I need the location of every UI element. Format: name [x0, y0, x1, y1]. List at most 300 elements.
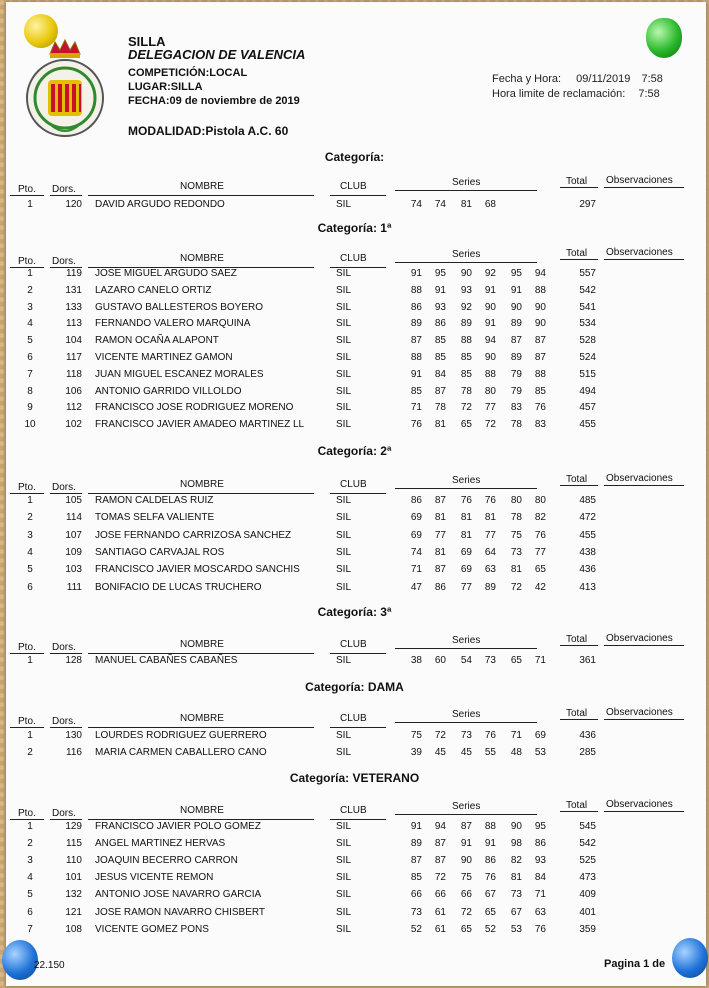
- row-dors: 111: [66, 581, 82, 593]
- row-name: RAMON OCAÑA ALAPONT: [95, 335, 219, 347]
- row-series-score: 81: [434, 512, 446, 524]
- row-dors: 131: [65, 284, 82, 296]
- header-underline: [88, 493, 314, 494]
- row-series-score: 87: [410, 335, 422, 347]
- column-header-pto: Pto.: [18, 256, 36, 267]
- row-total: 285: [579, 747, 596, 758]
- row-pto: 8: [27, 385, 33, 397]
- row-name: JOSE RAMON NAVARRO CHISBERT: [95, 906, 266, 918]
- row-pto: 3: [27, 301, 33, 313]
- header-underline: [560, 811, 598, 812]
- table-row: [0, 530, 709, 546]
- category-title: Categoría: 2ª: [317, 444, 392, 458]
- table-row: [0, 335, 709, 351]
- row-pto: 6: [27, 352, 33, 363]
- row-series-score: 52: [484, 923, 496, 935]
- header-underline: [10, 493, 44, 494]
- header-underline: [395, 190, 537, 191]
- row-total: 473: [579, 872, 596, 884]
- row-series-score: 42: [534, 581, 546, 593]
- row-series-score: 88: [410, 284, 422, 296]
- table-row: [0, 889, 709, 905]
- row-total: 436: [579, 730, 596, 741]
- row-dors: 107: [65, 529, 82, 541]
- row-series-score: 76: [534, 402, 546, 414]
- row-series-score: 73: [460, 730, 472, 741]
- header-underline: [604, 187, 684, 188]
- datetime-time: 7:58: [641, 73, 663, 85]
- column-header-observaciones: Observaciones: [606, 707, 673, 718]
- table-row: [0, 318, 709, 334]
- row-series-score: 78: [510, 419, 522, 431]
- row-pto: 5: [27, 335, 33, 347]
- row-series-score: 81: [510, 564, 522, 576]
- row-series-score: 86: [410, 495, 422, 506]
- table-row: [0, 924, 709, 940]
- row-series-score: 72: [460, 402, 472, 414]
- datetime-label: Fecha y Hora:: [492, 73, 562, 85]
- row-series-score: 87: [434, 855, 446, 867]
- row-club: SIL: [336, 821, 352, 832]
- row-series-score: 63: [534, 906, 546, 918]
- row-club: SIL: [336, 368, 352, 380]
- header-underline: [50, 653, 82, 654]
- row-name: ANTONIO GARRIDO VILLOLDO: [95, 385, 242, 397]
- page-indicator: Pagina 1 de: [604, 958, 666, 970]
- table-row: [0, 747, 709, 763]
- row-series-score: 90: [510, 301, 522, 313]
- row-name: JOSE MIGUEL ARGUDO SAEZ: [95, 268, 237, 279]
- row-club: SIL: [336, 906, 352, 918]
- row-series-score: 89: [510, 352, 522, 363]
- row-total: 528: [579, 335, 596, 347]
- row-series-score: 86: [534, 838, 546, 850]
- table-row: [0, 838, 709, 854]
- column-header-name: NOMBRE: [180, 479, 224, 490]
- row-club: SIL: [336, 318, 352, 330]
- row-total: 457: [579, 402, 596, 414]
- row-series-score: 77: [534, 546, 546, 558]
- row-series-score: 87: [534, 335, 546, 347]
- row-series-score: 95: [434, 268, 446, 279]
- row-series-score: 78: [434, 402, 446, 414]
- row-series-score: 85: [410, 385, 422, 397]
- row-series-score: 79: [510, 368, 522, 380]
- row-name: FRANCISCO JOSE RODRIGUEZ MORENO: [95, 402, 294, 414]
- table-row: [0, 855, 709, 871]
- row-series-score: 89: [460, 318, 472, 330]
- category-title: Categoría: DAMA: [305, 680, 404, 694]
- row-dors: 101: [65, 872, 82, 884]
- header-underline: [50, 819, 82, 820]
- yellow-pushpin-icon: [24, 14, 58, 48]
- column-header-pto: Pto.: [18, 642, 36, 653]
- header-underline: [560, 187, 598, 188]
- row-total: 557: [579, 268, 596, 279]
- datetime-line: [492, 73, 663, 85]
- row-series-score: 76: [534, 923, 546, 935]
- row-series-score: 60: [434, 655, 446, 666]
- row-series-score: 76: [410, 419, 422, 431]
- row-series-score: 65: [534, 564, 546, 576]
- header-underline: [604, 259, 684, 260]
- row-club: SIL: [336, 564, 352, 576]
- column-header-dors: Dors.: [52, 808, 76, 819]
- blue-pushpin-icon: [2, 940, 38, 980]
- row-dors: 118: [66, 368, 82, 380]
- header-underline: [604, 719, 684, 720]
- row-series-score: 69: [534, 730, 546, 741]
- row-series-score: 72: [434, 872, 446, 884]
- federation-crest-logo: [22, 36, 108, 146]
- row-series-score: 93: [434, 301, 446, 313]
- header-underline: [50, 493, 82, 494]
- row-series-score: 81: [434, 419, 446, 431]
- column-header-pto: Pto.: [18, 716, 36, 727]
- row-series-score: 65: [510, 655, 522, 666]
- row-series-score: 82: [534, 512, 546, 524]
- row-series-score: 91: [410, 368, 422, 380]
- row-series-score: 71: [534, 889, 546, 901]
- table-row: [0, 821, 709, 837]
- row-series-score: 72: [434, 730, 446, 741]
- row-series-score: 82: [510, 855, 522, 867]
- row-series-score: 81: [434, 546, 446, 558]
- column-header-series: Series: [452, 475, 481, 486]
- row-series-score: 81: [460, 512, 472, 524]
- row-pto: 3: [27, 855, 33, 867]
- header-underline: [88, 653, 314, 654]
- row-name: RAMON CALDELAS RUIZ: [95, 495, 214, 506]
- header-underline: [330, 493, 386, 494]
- row-series-score: 75: [510, 529, 522, 541]
- row-series-score: 92: [484, 268, 496, 279]
- row-series-score: 87: [510, 335, 522, 347]
- row-club: SIL: [336, 352, 352, 363]
- row-series-score: 61: [434, 906, 446, 918]
- row-name: FRANCISCO JAVIER POLO GOMEZ: [95, 821, 261, 832]
- row-series-score: 84: [434, 368, 446, 380]
- green-pushpin-icon: [646, 18, 682, 58]
- row-club: SIL: [336, 495, 352, 506]
- row-name: LAZARO CANELO ORTIZ: [95, 284, 212, 296]
- row-series-score: 72: [460, 906, 472, 918]
- row-series-score: 74: [410, 199, 422, 210]
- row-series-score: 80: [510, 495, 522, 506]
- column-header-name: NOMBRE: [180, 639, 224, 650]
- row-series-score: 91: [510, 284, 522, 296]
- header-underline: [10, 819, 44, 820]
- table-row: [0, 268, 709, 284]
- row-series-score: 83: [534, 419, 546, 431]
- row-series-score: 95: [510, 268, 522, 279]
- row-name: LOURDES RODRIGUEZ GUERRERO: [95, 730, 267, 741]
- column-header-dors: Dors.: [52, 642, 76, 653]
- row-dors: 113: [66, 318, 82, 330]
- column-header-dors: Dors.: [52, 184, 76, 195]
- category-title: Categoría: 1ª: [317, 221, 392, 235]
- row-series-score: 45: [460, 747, 472, 758]
- row-club: SIL: [336, 301, 352, 313]
- row-series-score: 68: [484, 199, 496, 210]
- row-total: 413: [579, 581, 596, 593]
- row-club: SIL: [336, 385, 352, 397]
- table-row: [0, 199, 709, 215]
- row-series-score: 73: [510, 546, 522, 558]
- header-underline: [10, 195, 44, 196]
- row-pto: 2: [27, 747, 33, 758]
- row-series-score: 80: [534, 495, 546, 506]
- row-series-score: 91: [484, 838, 496, 850]
- row-series-score: 63: [484, 564, 496, 576]
- column-header-club: CLUB: [340, 805, 367, 816]
- row-pto: 1: [27, 821, 33, 832]
- row-series-score: 78: [510, 512, 522, 524]
- column-header-series: Series: [452, 177, 481, 188]
- row-series-score: 71: [410, 564, 422, 576]
- header-underline: [395, 814, 537, 815]
- row-club: SIL: [336, 730, 352, 741]
- row-series-score: 91: [410, 268, 422, 279]
- row-series-score: 66: [460, 889, 472, 901]
- row-series-score: 85: [410, 872, 422, 884]
- row-series-score: 91: [484, 318, 496, 330]
- header-underline: [395, 722, 537, 723]
- row-series-score: 90: [484, 352, 496, 363]
- header-underline: [50, 195, 82, 196]
- row-series-score: 69: [410, 529, 422, 541]
- row-name: SANTIAGO CARVAJAL ROS: [95, 546, 225, 558]
- column-header-series: Series: [452, 709, 481, 720]
- row-club: SIL: [336, 268, 352, 279]
- row-series-score: 53: [510, 923, 522, 935]
- row-club: SIL: [336, 838, 352, 850]
- row-total: 455: [579, 529, 596, 541]
- row-series-score: 52: [410, 923, 422, 935]
- modality-label: MODALIDAD:Pistola A.C. 60: [128, 124, 289, 138]
- column-header-name: NOMBRE: [180, 805, 224, 816]
- row-series-score: 91: [484, 284, 496, 296]
- table-row: [0, 419, 709, 435]
- row-series-score: 89: [484, 581, 496, 593]
- row-series-score: 85: [534, 385, 546, 397]
- row-total: 438: [579, 546, 596, 558]
- row-series-score: 64: [484, 546, 496, 558]
- row-series-score: 89: [410, 838, 422, 850]
- row-series-score: 90: [460, 268, 472, 279]
- header-underline: [10, 727, 44, 728]
- column-header-total: Total: [566, 248, 588, 259]
- column-header-club: CLUB: [340, 713, 367, 724]
- club-title: SILLA: [128, 34, 166, 49]
- row-name: VICENTE GOMEZ PONS: [95, 923, 209, 935]
- row-series-score: 87: [410, 855, 422, 867]
- row-total: 436: [579, 564, 596, 576]
- row-club: SIL: [336, 581, 352, 593]
- row-pto: 1: [27, 495, 33, 506]
- row-series-score: 94: [434, 821, 446, 832]
- category-title: Categoría:: [324, 150, 385, 164]
- row-series-score: 87: [460, 821, 472, 832]
- row-series-score: 86: [484, 855, 496, 867]
- table-row: [0, 495, 709, 511]
- row-series-score: 71: [510, 730, 522, 741]
- row-pto: 10: [24, 419, 36, 431]
- row-series-score: 94: [484, 335, 496, 347]
- table-row: [0, 582, 709, 598]
- row-series-score: 85: [434, 335, 446, 347]
- row-series-score: 66: [410, 889, 422, 901]
- column-header-observaciones: Observaciones: [606, 633, 673, 644]
- row-pto: 4: [27, 872, 33, 884]
- row-pto: 1: [27, 655, 33, 666]
- row-dors: 109: [65, 546, 82, 558]
- row-series-score: 45: [434, 747, 446, 758]
- row-name: VICENTE MARTINEZ GAMON: [95, 352, 233, 363]
- row-series-score: 38: [410, 655, 422, 666]
- row-name: ANGEL MARTINEZ HERVAS: [95, 838, 226, 850]
- row-series-score: 98: [510, 838, 522, 850]
- row-series-score: 69: [410, 512, 422, 524]
- row-total: 485: [579, 495, 596, 506]
- row-series-score: 74: [434, 199, 446, 210]
- row-series-score: 73: [510, 889, 522, 901]
- table-row: [0, 872, 709, 888]
- row-series-score: 74: [410, 546, 422, 558]
- row-series-score: 67: [484, 889, 496, 901]
- row-total: 534: [579, 318, 596, 330]
- row-club: SIL: [336, 855, 352, 867]
- row-series-score: 72: [484, 419, 496, 431]
- column-header-pto: Pto.: [18, 184, 36, 195]
- row-series-score: 39: [410, 747, 422, 758]
- column-header-club: CLUB: [340, 639, 367, 650]
- row-series-score: 90: [534, 301, 546, 313]
- header-underline: [560, 719, 598, 720]
- row-series-score: 87: [534, 352, 546, 363]
- row-club: SIL: [336, 419, 352, 431]
- row-series-score: 61: [434, 923, 446, 935]
- row-series-score: 90: [510, 821, 522, 832]
- row-club: SIL: [336, 546, 352, 558]
- row-series-score: 91: [410, 821, 422, 832]
- row-series-score: 72: [510, 581, 522, 593]
- row-dors: 129: [65, 821, 82, 832]
- row-name: GUSTAVO BALLESTEROS BOYERO: [95, 301, 264, 313]
- column-header-observaciones: Observaciones: [606, 247, 673, 258]
- row-series-score: 81: [484, 512, 496, 524]
- row-series-score: 87: [434, 385, 446, 397]
- row-pto: 5: [27, 564, 33, 576]
- row-name: JUAN MIGUEL ESCANEZ MORALES: [95, 368, 264, 380]
- row-series-score: 81: [460, 529, 472, 541]
- row-name: JESUS VICENTE REMON: [95, 872, 214, 884]
- row-pto: 7: [27, 368, 33, 380]
- row-name: TOMAS SELFA VALIENTE: [95, 512, 215, 524]
- row-series-score: 88: [534, 368, 546, 380]
- table-row: [0, 352, 709, 368]
- row-pto: 6: [27, 581, 33, 593]
- column-header-pto: Pto.: [18, 482, 36, 493]
- column-header-total: Total: [566, 176, 588, 187]
- row-series-score: 89: [410, 318, 422, 330]
- row-pto: 3: [27, 529, 33, 541]
- row-series-score: 86: [434, 318, 446, 330]
- row-series-score: 89: [510, 318, 522, 330]
- header-underline: [330, 653, 386, 654]
- header-underline: [330, 195, 386, 196]
- row-series-score: 71: [410, 402, 422, 414]
- footer-code: 22.150: [34, 960, 65, 971]
- row-series-score: 95: [534, 821, 546, 832]
- row-total: 361: [579, 655, 596, 666]
- column-header-series: Series: [452, 801, 481, 812]
- row-dors: 128: [65, 655, 82, 666]
- row-dors: 108: [65, 923, 82, 935]
- row-pto: 1: [27, 268, 33, 279]
- row-name: BONIFACIO DE LUCAS TRUCHERO: [95, 581, 262, 593]
- row-series-score: 90: [460, 855, 472, 867]
- row-series-score: 88: [484, 368, 496, 380]
- row-series-score: 93: [460, 284, 472, 296]
- column-header-dors: Dors.: [52, 716, 76, 727]
- row-name: MANUEL CABAÑES CABAÑES: [95, 655, 238, 666]
- row-dors: 117: [66, 352, 82, 363]
- column-header-dors: Dors.: [52, 482, 76, 493]
- row-series-score: 65: [484, 906, 496, 918]
- row-total: 545: [579, 821, 596, 832]
- row-dors: 114: [66, 512, 82, 524]
- row-pto: 6: [27, 906, 33, 918]
- row-club: SIL: [336, 402, 352, 414]
- row-pto: 1: [27, 199, 33, 210]
- row-total: 297: [579, 199, 596, 210]
- row-series-score: 69: [460, 546, 472, 558]
- table-row: [0, 369, 709, 385]
- competition-label: COMPETICIÓN:LOCAL: [128, 67, 248, 79]
- row-series-score: 80: [484, 385, 496, 397]
- row-series-score: 77: [460, 581, 472, 593]
- table-row: [0, 655, 709, 671]
- header-underline: [395, 488, 537, 489]
- row-series-score: 86: [410, 301, 422, 313]
- row-pto: 2: [27, 284, 33, 296]
- table-row: [0, 512, 709, 528]
- row-series-score: 87: [434, 838, 446, 850]
- row-series-score: 81: [460, 199, 472, 210]
- table-row: [0, 402, 709, 418]
- column-header-total: Total: [566, 800, 588, 811]
- header-underline: [88, 727, 314, 728]
- row-series-score: 88: [460, 335, 472, 347]
- row-series-score: 73: [410, 906, 422, 918]
- row-series-score: 65: [460, 923, 472, 935]
- header-underline: [50, 727, 82, 728]
- row-series-score: 93: [534, 855, 546, 867]
- row-series-score: 54: [460, 655, 472, 666]
- row-dors: 106: [65, 385, 82, 397]
- column-header-club: CLUB: [340, 181, 367, 192]
- row-pto: 9: [27, 402, 33, 414]
- row-series-score: 94: [534, 268, 546, 279]
- row-series-score: 79: [510, 385, 522, 397]
- row-series-score: 78: [460, 385, 472, 397]
- row-series-score: 76: [534, 529, 546, 541]
- row-series-score: 76: [484, 495, 496, 506]
- row-series-score: 75: [410, 730, 422, 741]
- row-total: 542: [579, 838, 596, 850]
- column-header-club: CLUB: [340, 253, 367, 264]
